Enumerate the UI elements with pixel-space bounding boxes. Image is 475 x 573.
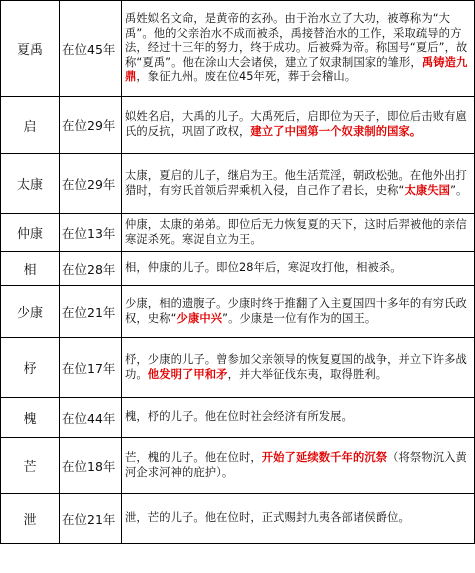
table-row (1, 214, 475, 252)
ruler-description (122, 97, 475, 154)
ruler-description (122, 252, 475, 286)
ruler-name: 夏禹 (1, 1, 60, 97)
description-text: 泄，芒的儿子。他在位时，正式赐封九夷各部诸侯爵位。 (125, 511, 410, 525)
ruler-name: 启 (1, 97, 60, 154)
ruler-description (122, 338, 475, 398)
description-text: （将祭物沉入黄河企求河神的庇护）。 (125, 450, 467, 479)
description-text: ”。 (450, 183, 468, 197)
reign-length: 在位18年 (60, 438, 122, 494)
description-text: 少康，相的遗腹子。少康时终于推翻了入主夏国四十多年的有穷氏政权，史称“ (125, 296, 467, 325)
table-row (1, 252, 475, 286)
highlighted-text: 建立了中国第一个奴隶制的国家。 (250, 125, 422, 138)
table-row (1, 438, 475, 494)
description-text: 槐，杼的儿子。他在位时社会经济有所发展。 (125, 410, 353, 424)
reign-length: 在位45年 (60, 1, 122, 97)
description-text: ，象征九州。废在位45年死，葬于会稽山。 (136, 70, 357, 84)
table-row (1, 97, 475, 154)
table-row (1, 338, 475, 398)
ruler-description (122, 1, 475, 97)
reign-length: 在位17年 (60, 338, 122, 398)
ruler-name: 芒 (1, 438, 60, 494)
ruler-name: 仲康 (1, 214, 60, 252)
reign-length: 在位29年 (60, 97, 122, 154)
description-text: 杼，少康的儿子。曾参加父亲领导的恢复夏国的战争，并立下许多战功。 (125, 352, 467, 381)
reign-length: 在位44年 (60, 398, 122, 438)
description-text: 姒姓名启，大禹的儿子。大禹死后，启即位为天子，即位后击败有扈氏的反抗，巩固了政权， (125, 110, 467, 138)
description-text: 仲康，太康的弟弟。即位后无力恢复夏的天下，这时后羿被他的亲信寒浞杀死。寒浞自立为王。 (125, 217, 467, 246)
description-text: ”。少康是一位有作为的国王。 (222, 311, 377, 325)
highlighted-text: 开始了延续数千年的沉祭 (261, 450, 388, 464)
ruler-name: 相 (1, 252, 60, 286)
reign-length: 在位21年 (60, 286, 122, 338)
ruler-description (122, 438, 475, 494)
reign-length: 在位13年 (60, 214, 122, 252)
highlighted-text: 他发明了甲和矛 (147, 367, 228, 381)
highlighted-text: 少康中兴 (176, 311, 223, 325)
description-text: ，并大举征伐东夷，取得胜利。 (227, 367, 388, 381)
table-row (1, 286, 475, 338)
description-text: 禹姓姒名文命，是黄帝的玄孙。由于治水立了大功，被尊称为“大禹”。他的父亲治水不成而被杀，禹接替治水的工作，采取疏导的方法，经过十三年的努力，终于成功。后被舜为帝。称国号“夏后”，故称“夏禹”。他在涂山大会诸侯，建立了奴隶制国家的雏形， (125, 12, 468, 69)
highlighted-text: 太康失国 (404, 183, 451, 197)
description-text: 芒，槐的儿子。他在位时， (125, 450, 262, 464)
ruler-name: 太康 (1, 154, 60, 214)
ruler-name: 槐 (1, 398, 60, 438)
table-row (1, 154, 475, 214)
reign-length: 在位21年 (60, 494, 122, 544)
ruler-name: 泄 (1, 494, 60, 544)
table-row (1, 398, 475, 438)
table-row (1, 494, 475, 544)
highlighted-text: 禹铸造九鼎 (125, 55, 468, 84)
ruler-description (122, 398, 475, 438)
ruler-name: 杼 (1, 338, 60, 398)
description-text: 太康，夏启的儿子，继启为王。他生活荒淫，朝政松弛。在他外出打猎时，有穷氏首领后羿乘机入侵，自己作了君长，史称“ (125, 168, 467, 197)
table-row (1, 1, 475, 97)
reign-length: 在位28年 (60, 252, 122, 286)
ruler-description (122, 214, 475, 252)
reign-length: 在位29年 (60, 154, 122, 214)
ruler-name: 少康 (1, 286, 60, 338)
description-text: 相，仲康的儿子。即位28年后，寒浞攻打他，相被杀。 (125, 261, 402, 275)
ruler-description (122, 286, 475, 338)
ruler-description (122, 154, 475, 214)
ruler-description (122, 494, 475, 544)
